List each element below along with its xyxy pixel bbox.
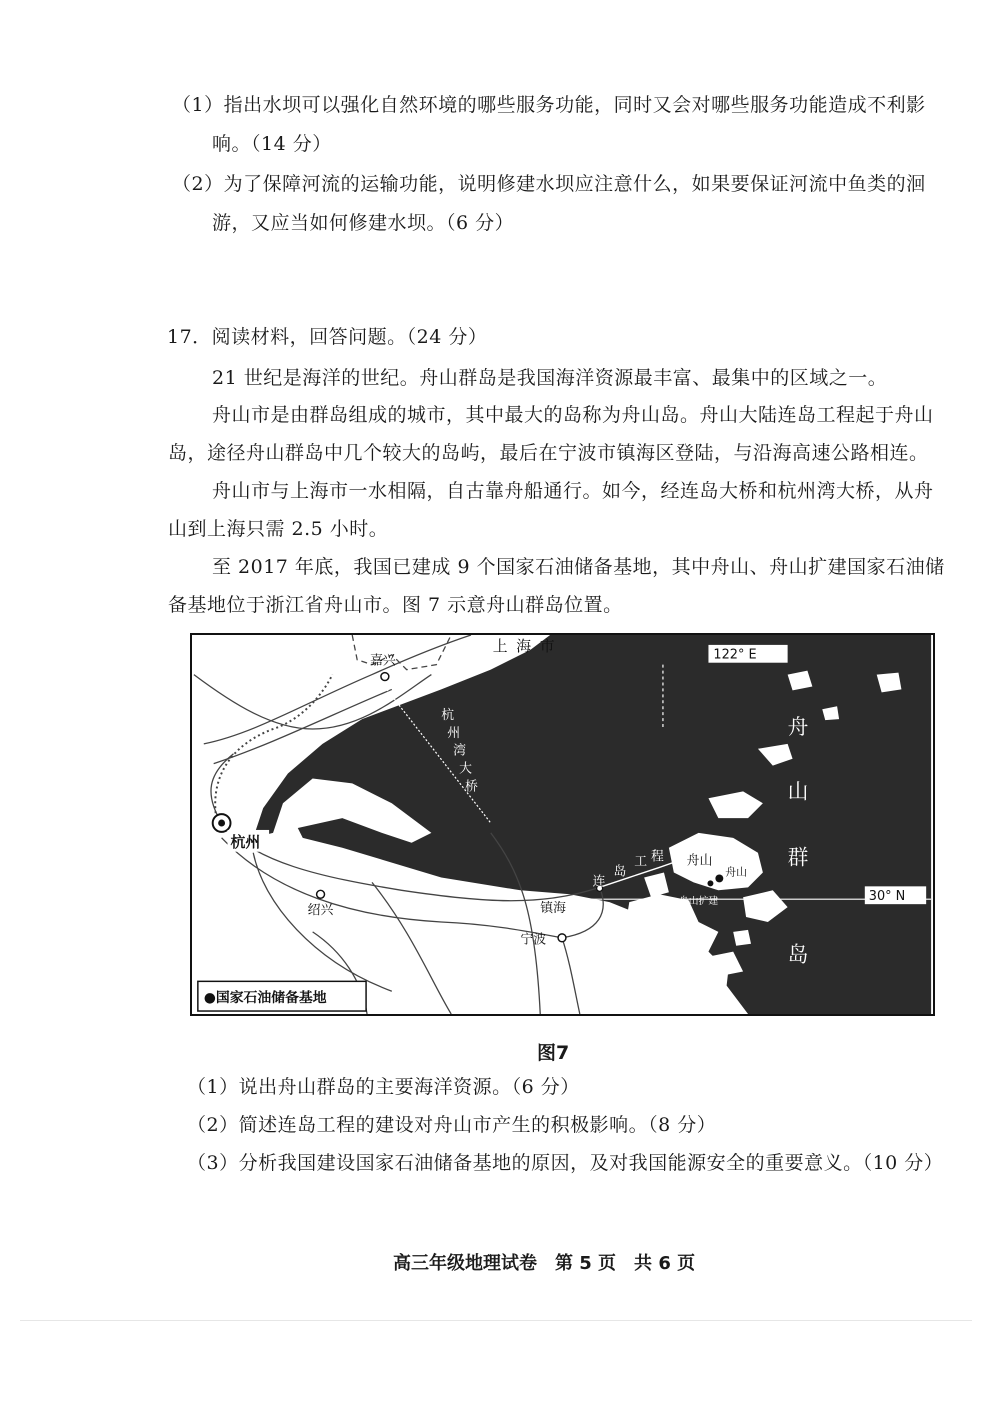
- archipelago-char-4: 岛: [787, 942, 809, 967]
- railway: [215, 675, 332, 814]
- zhoushan-map: [190, 633, 935, 1016]
- jiaxing-label: 嘉兴: [370, 653, 396, 669]
- zhoushan-base-marker: [715, 874, 723, 882]
- zhoushan-expansion-label: 舟山扩建: [678, 896, 719, 908]
- ningbo-marker: [558, 934, 566, 942]
- q17-sub-question-2: （2）简述连岛工程的建设对舟山市产生的积极影响。（8 分）: [187, 1114, 717, 1136]
- zhoushan-base-label: 舟山: [725, 865, 748, 879]
- road-6: [253, 853, 392, 992]
- q17-paragraph-4-line2: 备基地位于浙江省舟山市。图 7 示意舟山群岛位置。: [168, 594, 623, 616]
- q16-part2-line2: 游，又应当如何修建水坝。（6 分）: [212, 212, 515, 234]
- shaoxing-marker: [317, 890, 325, 898]
- project-char-3: 工: [634, 854, 648, 870]
- zhoushan-city-label: 舟山: [686, 853, 713, 869]
- project-char-4: 程: [651, 849, 664, 865]
- q16-part2-line1: （2）为了保障河流的运输功能，说明修建水坝应注意什么，如果要保证河流中鱼类的洄: [172, 173, 926, 195]
- project-char-1: 连: [592, 874, 606, 890]
- shaoxing-label: 绍兴: [307, 903, 334, 919]
- q16-part1-line1: （1）指出水坝可以强化自然环境的哪些服务功能，同时又会对哪些服务功能造成不利影: [172, 94, 926, 116]
- project-char-2: 岛: [613, 864, 627, 880]
- lat-30-label: 30° N: [868, 889, 906, 905]
- bridge-char-3: 湾: [453, 743, 467, 759]
- q17-paragraph-4-line1: 至 2017 年底，我国已建成 9 个国家石油储备基地，其中舟山、舟山扩建国家石油储: [212, 556, 945, 578]
- archipelago-char-1: 舟: [787, 714, 809, 739]
- map-svg: [192, 635, 933, 1014]
- island-9: [733, 930, 751, 946]
- shanghai-label: 上 海 市: [492, 637, 557, 655]
- bottom-divider: [20, 1320, 972, 1321]
- jiaxing-marker: [381, 673, 389, 681]
- q16-part1-line2: 响。（14 分）: [212, 133, 332, 155]
- q17-paragraph-2-line1: 舟山市是由群岛组成的城市，其中最大的岛称为舟山岛。舟山大陆连岛工程起于舟山: [212, 404, 934, 426]
- road-7: [372, 882, 451, 1014]
- bridge-char-5: 桥: [465, 779, 478, 795]
- q17-sub-question-3: （3）分析我国建设国家石油储备基地的原因，及对我国能源安全的重要意义。（10 分）: [187, 1152, 944, 1174]
- q17-title: 17．阅读材料，回答问题。（24 分）: [167, 326, 488, 348]
- zhenhai-label: 镇海: [540, 901, 566, 917]
- lon-122-label: 122° E: [713, 647, 757, 663]
- q17-paragraph-3-line2: 山到上海只需 2.5 小时。: [168, 518, 389, 540]
- road-9: [562, 938, 580, 1014]
- hangzhou-label: 杭州: [230, 833, 261, 851]
- ningbo-label: 宁波: [520, 932, 547, 948]
- legend-label: ●国家石油储备基地: [203, 990, 327, 1007]
- sea-area: [253, 635, 931, 1014]
- q17-paragraph-1: 21 世纪是海洋的世纪。舟山群岛是我国海洋资源最丰富、最集中的区域之一。: [212, 367, 888, 389]
- road-11: [211, 754, 234, 823]
- hangzhou-marker-dot: [218, 820, 225, 827]
- archipelago-char-2: 山: [787, 779, 809, 804]
- figure-caption: 图7: [537, 1042, 570, 1064]
- q17-sub-question-1: （1）说出舟山群岛的主要海洋资源。（6 分）: [187, 1076, 580, 1098]
- q17-paragraph-2-line2: 岛，途径舟山群岛中几个较大的岛屿，最后在宁波市镇海区登陆，与沿海高速公路相连。: [168, 442, 929, 464]
- page-footer: 高三年级地理试卷 第 5 页 共 6 页: [393, 1253, 696, 1274]
- archipelago-char-3: 群: [787, 845, 809, 870]
- bridge-char-1: 杭: [441, 708, 455, 724]
- provincial-boundary: [352, 635, 451, 670]
- zhoushan-expansion-marker: [707, 880, 713, 886]
- q17-paragraph-3-line1: 舟山市与上海市一水相隔，自古靠舟船通行。如今，经连岛大桥和杭州湾大桥，从舟: [212, 480, 934, 502]
- bridge-char-4: 大: [459, 761, 472, 777]
- bridge-char-2: 州: [447, 725, 461, 741]
